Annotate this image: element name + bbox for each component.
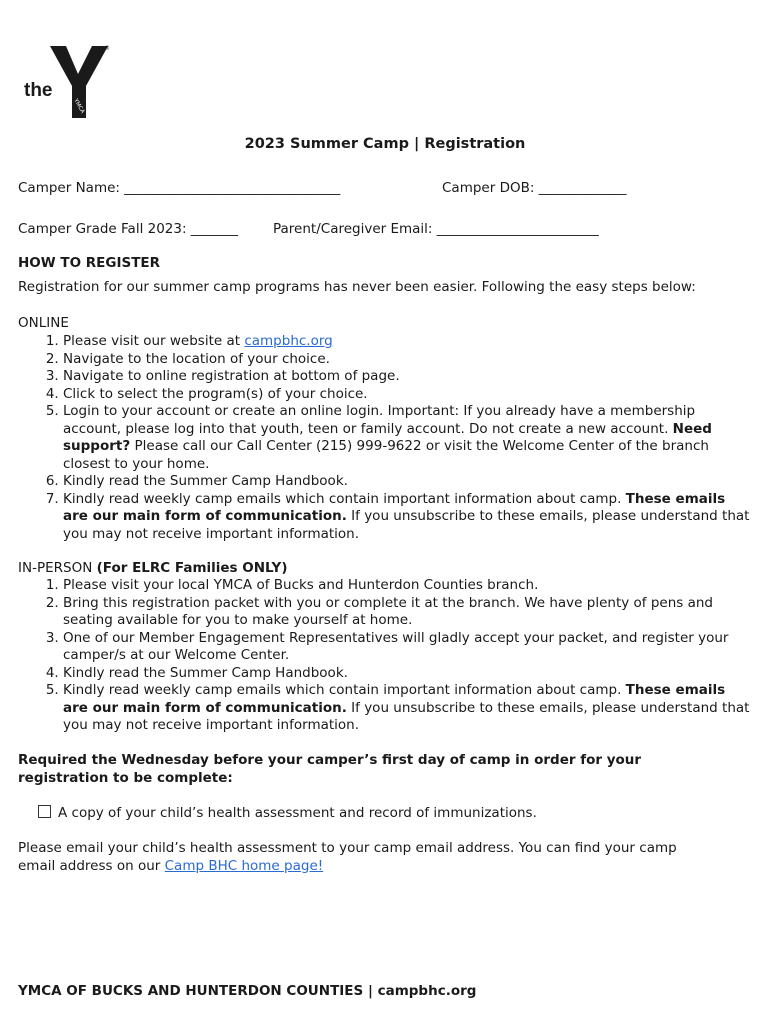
- online-label: ONLINE: [18, 315, 69, 331]
- how-to-register-heading: HOW TO REGISTER: [18, 255, 161, 271]
- registered-mark: ®: [104, 45, 110, 52]
- list-item: 1. Please visit your local YMCA of Bucks and Hunterdon Counties branch.: [63, 577, 753, 595]
- online-steps: [18, 333, 753, 543]
- parent-email-field[interactable]: Parent/Caregiver Email: ________________________: [273, 221, 599, 237]
- list-item: 2. Bring this registration packet with you or complete it at the branch. We have plenty of pens and seating available for you to make yourself at home.: [63, 595, 753, 630]
- camper-grade-field[interactable]: Camper Grade Fall 2023: _______: [18, 221, 239, 237]
- list-item: 1. Please visit our website at campbhc.org: [63, 333, 753, 351]
- list-item: 3. Navigate to online registration at bottom of page.: [63, 368, 753, 386]
- logo-ymca-text: YMCA: [72, 98, 86, 115]
- in-person-label: IN-PERSON (For ELRC Families ONLY): [18, 560, 288, 576]
- page-title: 2023 Summer Camp | Registration: [244, 136, 526, 152]
- camper-dob-field[interactable]: Camper DOB: _____________: [442, 180, 627, 196]
- ymca-logo: [20, 40, 120, 122]
- email-note: Please email your child’s health assessment to your camp email address. You can find your camp email address on our Camp BHC home page!: [18, 840, 677, 874]
- list-item: 6. Kindly read the Summer Camp Handbook.: [63, 473, 753, 491]
- list-item: 3. One of our Member Engagement Representatives will gladly accept your packet, and register your camper/s at our Welcome Center.: [63, 630, 753, 665]
- list-item: 7. Kindly read weekly camp emails which contain important information about camp. These emails are our main form of communication. If you unsubscribe to these emails, please understand that you may not receive important information.: [63, 491, 753, 544]
- register-intro: Registration for our summer camp programs has never been easier. Following the easy steps below:: [18, 279, 696, 295]
- logo-the-text: the: [24, 80, 53, 101]
- in-person-steps: [18, 577, 753, 735]
- list-item: 4. Click to select the program(s) of your choice.: [63, 386, 753, 404]
- ymca-y-icon: [20, 40, 120, 122]
- checkbox[interactable]: [38, 805, 51, 818]
- list-item: 5. Kindly read weekly camp emails which contain important information about camp. These emails are our main form of communication. If you unsubscribe to these emails, please understand that you may not receive important information.: [63, 682, 753, 735]
- camper-name-field[interactable]: Camper Name: ________________________________: [18, 180, 341, 196]
- footer: YMCA OF BUCKS AND HUNTERDON COUNTIES | campbhc.org: [18, 983, 477, 999]
- health-assessment-checkbox-item[interactable]: A copy of your child’s health assessment and record of immunizations.: [38, 805, 770, 823]
- list-item: 2. Navigate to the location of your choice.: [63, 351, 753, 369]
- list-item: 4. Kindly read the Summer Camp Handbook.: [63, 665, 753, 683]
- campbhc-link[interactable]: campbhc.org: [244, 333, 333, 349]
- list-item: 5. Login to your account or create an online login. Important: If you already have a membership account, please log into that youth, teen or family account. Do not create a new account. Need support? Please call our Call Center (215) 999-9622 or visit the Welcome Center of the branch closest to your home.: [63, 403, 753, 473]
- required-heading: Required the Wednesday before your camper’s first day of camp in order for your registration to be complete:: [18, 752, 642, 786]
- camp-bhc-home-link[interactable]: Camp BHC home page!: [164, 857, 324, 874]
